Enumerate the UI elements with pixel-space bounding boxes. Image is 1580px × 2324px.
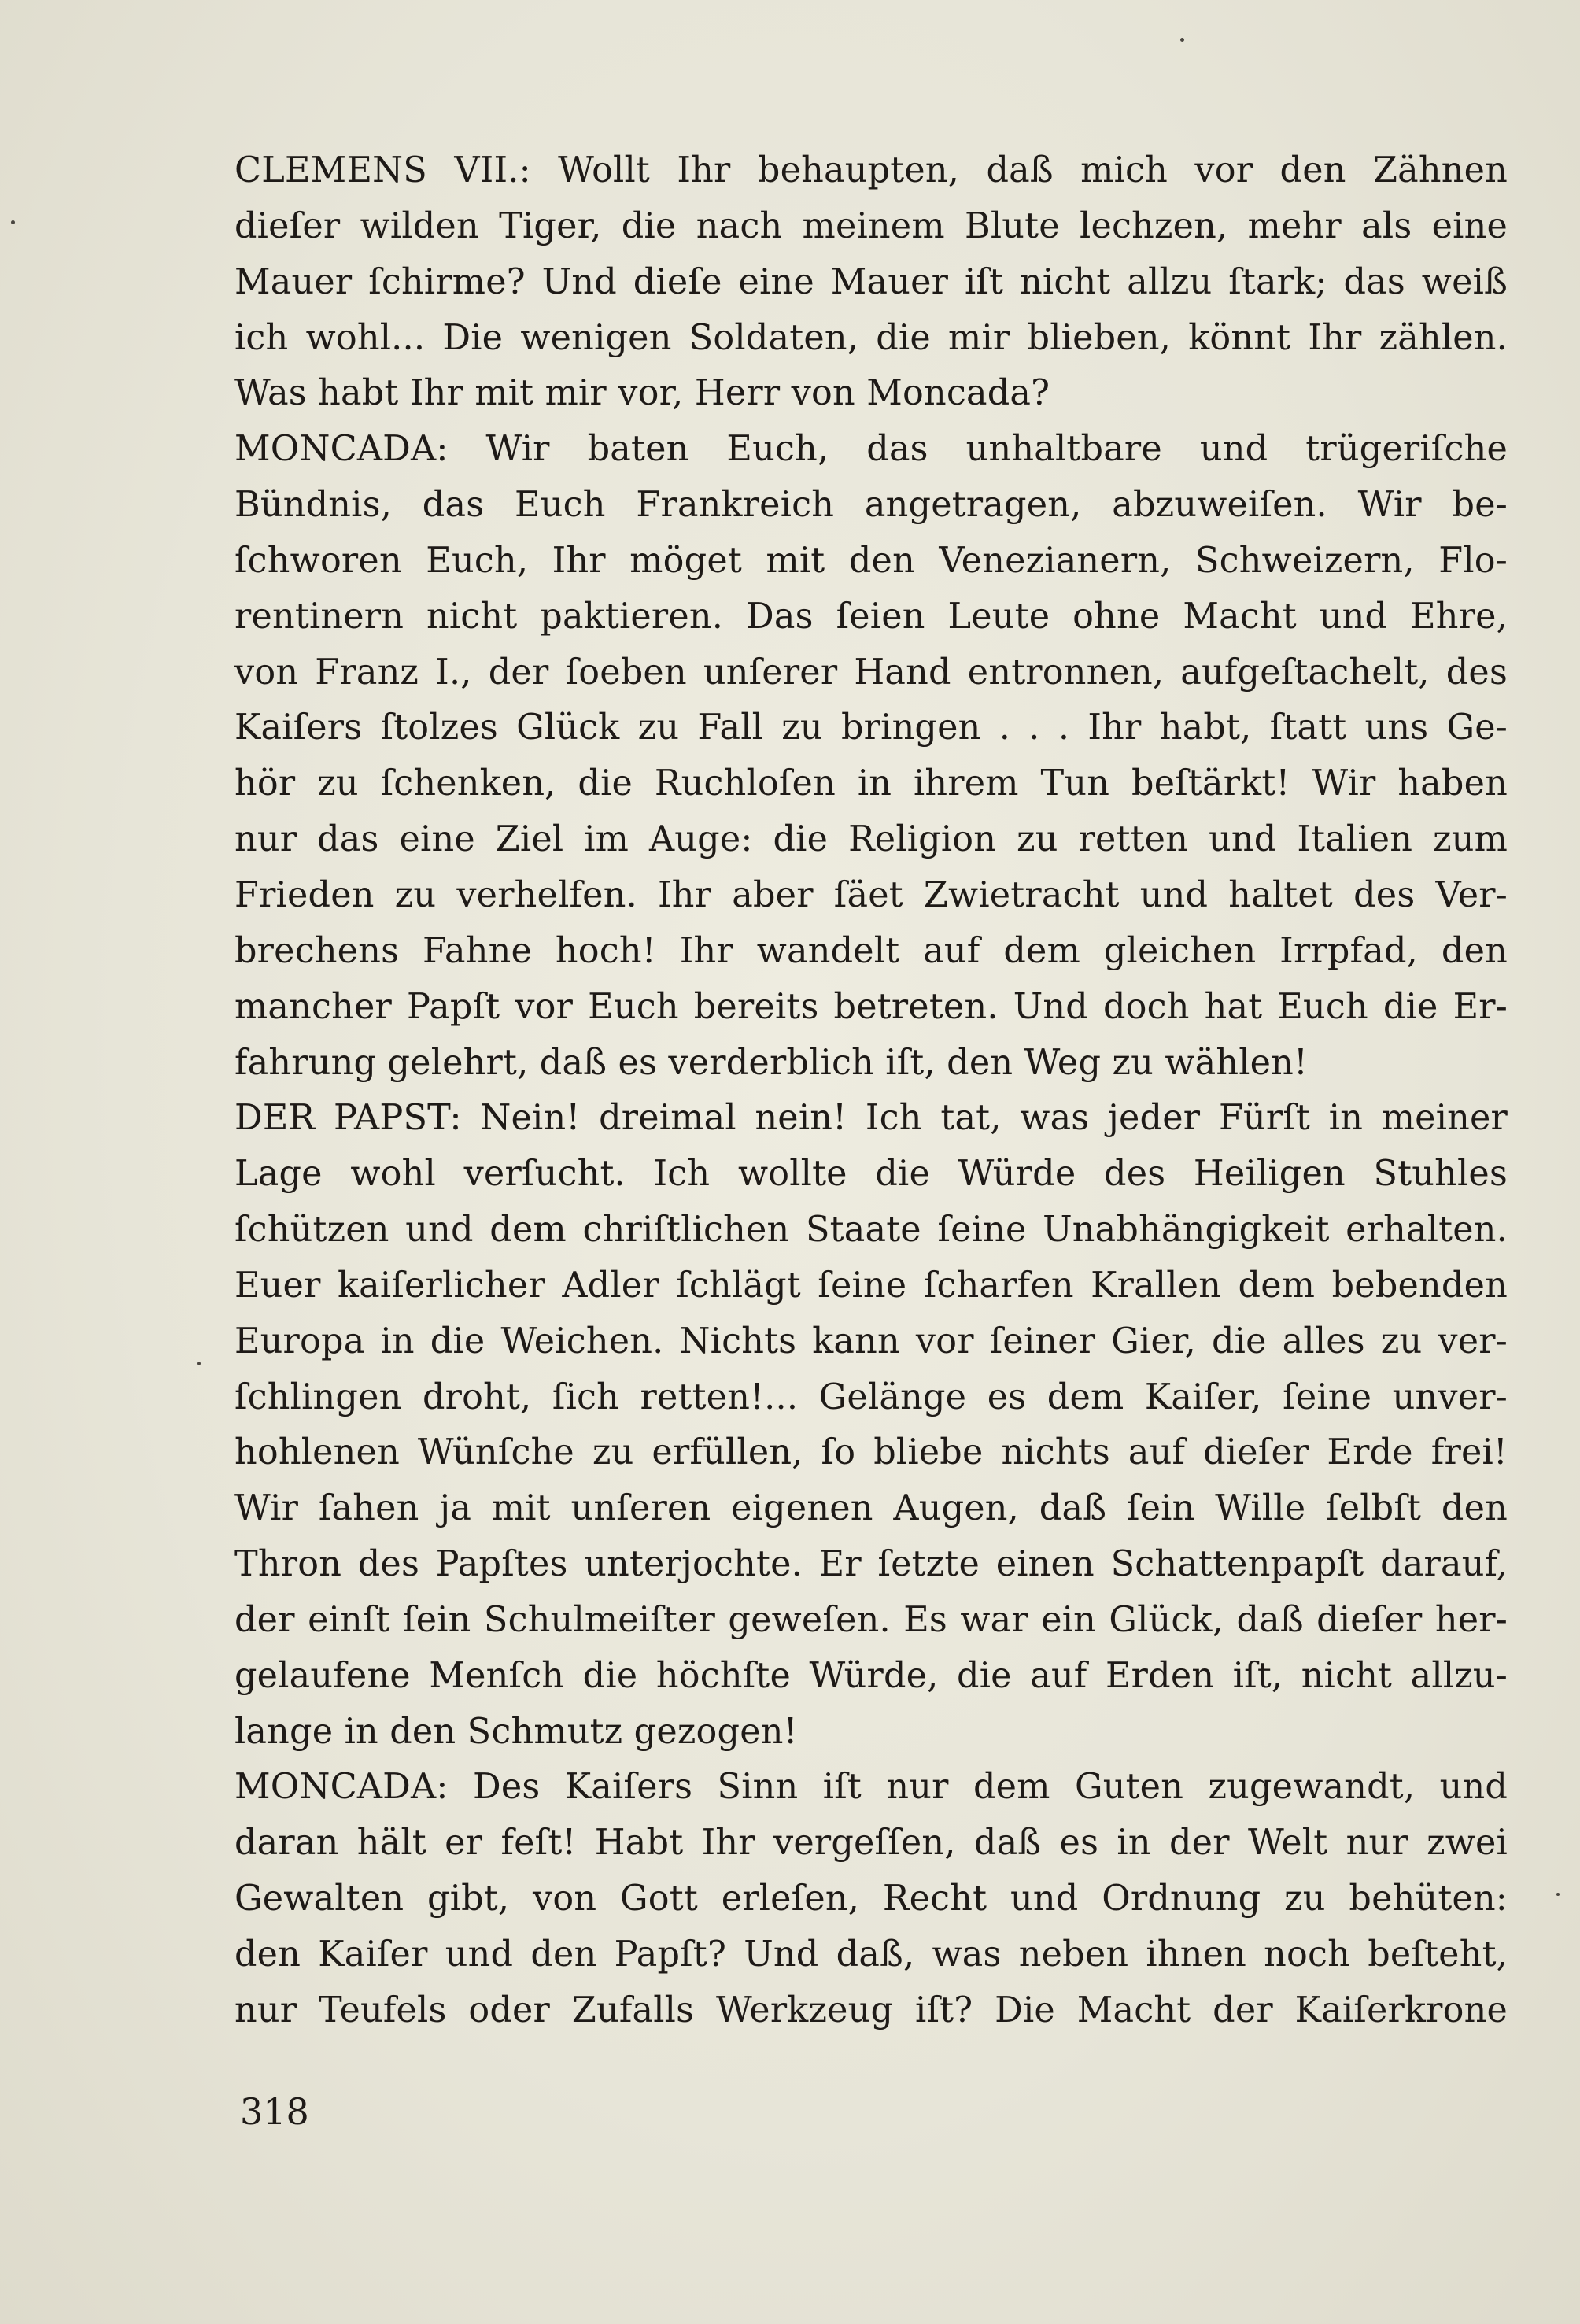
text-line: Wir ſahen ja mit unſeren eigenen Augen, daß ſein Wille ſelbſt den [234,1488,1508,1529]
ink-speck [1180,38,1184,42]
text-line: Was habt Ihr mit mir vor, Herr von Moncada? [234,373,1050,414]
text-line: lange in den Schmutz gezogen! [234,1711,798,1752]
text-line: CLEMENS VII.: Wollt Ihr behaupten, daß mich vor den Zähnen [234,150,1508,190]
text-line: brechens Fahne hoch! Ihr wandelt auf dem gleichen Irrpfad, den [234,930,1508,971]
text-line: Europa in die Weichen. Nichts kann vor ſeiner Gier, die alles zu ver- [234,1321,1508,1362]
text-line: den Kaiſer und den Papſt? Und daß, was neben ihnen noch beſteht, [234,1934,1508,1975]
text-line: rentinern nicht paktieren. Das ſeien Leute ohne Macht und Ehre, [234,596,1508,637]
text-line: hohlenen Wünſche zu erfüllen, ſo bliebe nichts auf dieſer Erde frei! [234,1432,1508,1473]
text-line: nur das eine Ziel im Auge: die Religion zu retten und Italien zum [234,819,1508,860]
text-line: Thron des Papſtes unterjochte. Er ſetzte einen Schattenpapſt darauf, [234,1544,1508,1585]
text-line: daran hält er feſt! Habt Ihr vergeſſen, daß es in der Welt nur zwei [234,1823,1508,1864]
text-line: Mauer ſchirme? Und dieſe eine Mauer iſt nicht allzu ſtark; das weiß [234,261,1508,302]
text-line: Frieden zu verhelfen. Ihr aber ſäet Zwietracht und haltet des Ver- [234,874,1508,915]
text-line: dieſer wilden Tiger, die nach meinem Blute lechzen, mehr als eine [234,205,1508,246]
text-line: ſchlingen droht, ſich retten!... Gelänge es dem Kaiſer, ſeine unver- [234,1376,1508,1417]
text-line: von Franz I., der ſoeben unſerer Hand entronnen, aufgeſtachelt, des [234,652,1508,693]
ink-speck [11,220,15,224]
text-line: MONCADA: Wir baten Euch, das unhaltbare und trügeriſche [234,429,1508,470]
text-line: nur Teufels oder Zufalls Werkzeug iſt? Die Macht der Kaiſerkrone [234,1990,1508,2030]
text-line: Kaiſers ſtolzes Glück zu Fall zu bringen . . . Ihr habt, ſtatt uns Ge- [234,708,1508,748]
text-line: Bündnis, das Euch Frankreich angetragen, abzuweiſen. Wir be- [234,485,1508,526]
text-line: DER PAPST: Nein! dreimal nein! Ich tat, was jeder Fürſt in meiner [234,1098,1508,1139]
text-line: gelaufene Menſch die höchſte Würde, die auf Erden iſt, nicht allzu- [234,1655,1508,1696]
text-line: Gewalten gibt, von Gott erleſen, Recht und Ordnung zu behüten: [234,1879,1508,1919]
text-line: hör zu ſchenken, die Ruchloſen in ihrem Tun beſtärkt! Wir haben [234,763,1508,804]
text-line: ſchützen und dem chriſtlichen Staate ſeine Unabhängigkeit erhalten. [234,1210,1508,1251]
text-line: fahrung gelehrt, daß es verderblich iſt, den Weg zu wählen! [234,1042,1309,1083]
text-line: ich wohl... Die wenigen Soldaten, die mir blieben, könnt Ihr zählen. [234,317,1508,358]
body-text [234,143,1508,2039]
text-line: Lage wohl verſucht. Ich wollte die Würde des Heiligen Stuhles [234,1154,1508,1195]
ink-speck [197,1362,201,1365]
text-line: ſchworen Euch, Ihr möget mit den Venezianern, Schweizern, Flo- [234,540,1508,581]
text-line: MONCADA: Des Kaiſers Sinn iſt nur dem Guten zugewandt, und [234,1767,1508,1808]
text-line: Euer kaiſerlicher Adler ſchlägt ſeine ſcharfen Krallen dem bebenden [234,1265,1508,1306]
text-line: der einſt ſein Schulmeiſter geweſen. Es war ein Glück, daß dieſer her- [234,1599,1508,1640]
page-number: 318 [240,2090,309,2133]
text-line: mancher Papſt vor Euch bereits betreten. Und doch hat Euch die Er- [234,986,1508,1027]
ink-speck [1556,1893,1560,1896]
